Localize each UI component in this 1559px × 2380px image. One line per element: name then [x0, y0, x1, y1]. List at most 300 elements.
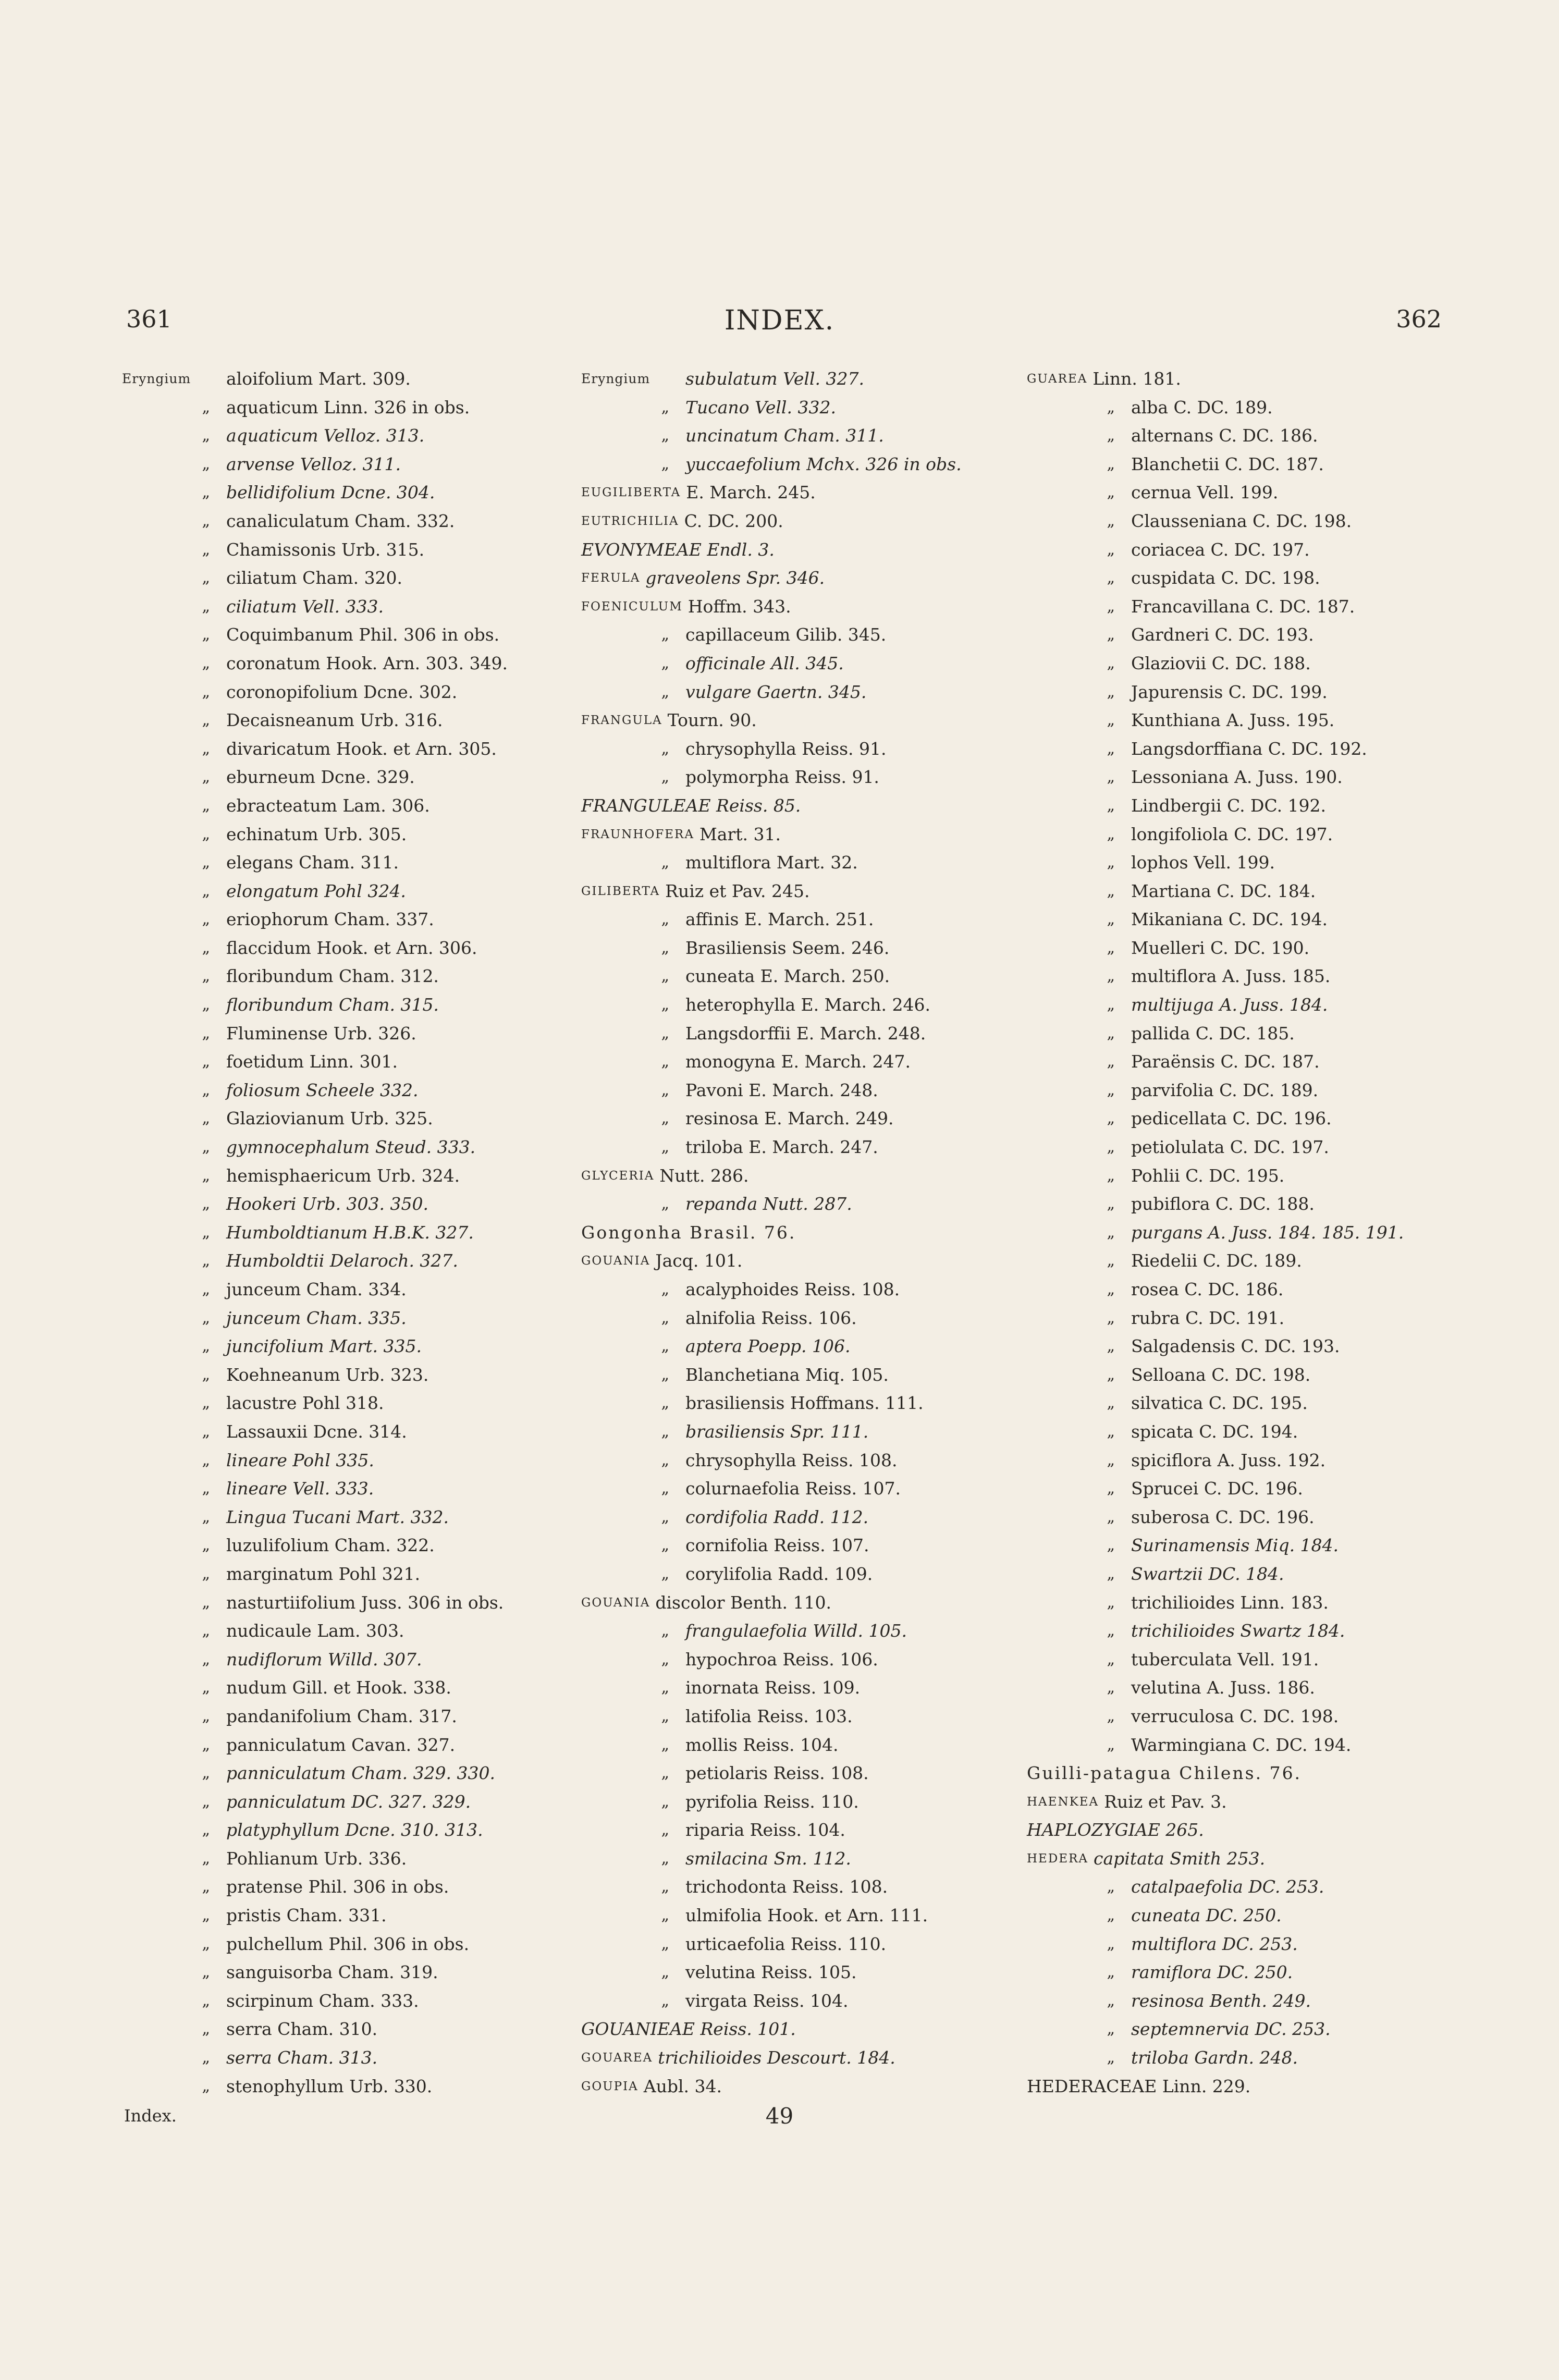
ditto-mark: „ — [202, 426, 211, 445]
entry-text: trichilioides Descourt. 184. — [658, 2047, 895, 2068]
entry-text: rubra C. DC. 191. — [1131, 1307, 1285, 1328]
genus-label: EUTRICHILIA — [581, 514, 679, 528]
entry-text: aloifolium Mart. 309. — [226, 369, 411, 389]
entry-text: pedicellata C. DC. 196. — [1131, 1108, 1332, 1129]
ditto-mark: „ — [202, 1252, 211, 1270]
entry-text: mollis Reiss. 104. — [685, 1734, 839, 1755]
ditto-mark: „ — [1107, 938, 1115, 957]
index-entry — [1027, 2015, 1475, 2044]
index-entry — [1027, 1674, 1475, 1702]
entry-text: elegans Cham. 311. — [226, 852, 399, 873]
index-entry — [581, 1731, 1024, 1760]
index-entry — [1027, 1702, 1475, 1731]
index-entry — [122, 1048, 575, 1076]
entry-text: brasiliensis Hoffmans. 111. — [685, 1393, 924, 1414]
index-entry — [581, 394, 1024, 422]
index-entry — [1027, 365, 1475, 394]
index-entry — [122, 1105, 575, 1133]
index-entry — [1027, 2044, 1475, 2072]
entry-text: alternans C. DC. 186. — [1131, 425, 1318, 446]
entry-text: Tourn. 90. — [667, 710, 757, 731]
ditto-mark: „ — [202, 1934, 211, 1953]
entry-text: serra Cham. 313. — [226, 2047, 378, 2068]
entry-text: lophos Vell. 199. — [1131, 852, 1275, 873]
index-entry — [122, 2015, 575, 2044]
ditto-mark: „ — [1107, 1934, 1115, 1953]
index-entry — [581, 649, 1024, 678]
ditto-mark: „ — [1107, 569, 1115, 587]
entry-text: foliosum Scheele 332. — [226, 1079, 419, 1100]
index-entry — [581, 1759, 1024, 1788]
ditto-mark: „ — [1107, 597, 1115, 616]
index-entry — [1027, 1873, 1475, 1901]
index-entry — [581, 1304, 1024, 1333]
index-entry — [122, 820, 575, 849]
index-entry — [581, 763, 1024, 792]
ditto-mark: „ — [1107, 1337, 1115, 1356]
entry-text: HAPLOZYGIAE 265. — [1027, 1820, 1204, 1841]
index-entry — [122, 649, 575, 678]
entry-text: resinosa Benth. 249. — [1131, 1990, 1311, 2011]
ditto-mark: „ — [1107, 682, 1115, 701]
entry-text: serra Cham. 310. — [226, 2019, 378, 2040]
index-entry — [581, 365, 1024, 394]
entry-text: acalyphoides Reiss. 108. — [685, 1279, 900, 1299]
entry-text: silvatica C. DC. 195. — [1131, 1393, 1308, 1414]
genus-label: FRANGULA — [581, 714, 662, 728]
entry-text: chrysophylla Reiss. 108. — [685, 1450, 898, 1470]
entry-text: rosea C. DC. 186. — [1131, 1279, 1284, 1299]
entry-text: inornata Reiss. 109. — [685, 1677, 861, 1698]
ditto-mark: „ — [661, 1678, 670, 1697]
ditto-mark: „ — [202, 625, 211, 644]
ditto-mark: „ — [202, 569, 211, 587]
ditto-mark: „ — [202, 1280, 211, 1298]
entry-text: foetidum Linn. 301. — [226, 1051, 398, 1072]
ditto-mark: „ — [202, 682, 211, 701]
ditto-mark: „ — [202, 1507, 211, 1526]
ditto-mark: „ — [1107, 1622, 1115, 1640]
entry-text: chrysophylla Reiss. 91. — [685, 738, 887, 759]
entry-text: sanguisorba Cham. 319. — [226, 1962, 438, 1983]
index-entry — [1027, 1503, 1475, 1532]
genus-label: FERULA — [581, 571, 641, 585]
index-entry — [581, 877, 1024, 906]
ditto-mark: „ — [202, 2048, 211, 2067]
index-entry — [1027, 877, 1475, 906]
ditto-mark: „ — [661, 1764, 670, 1783]
index-entry — [1027, 1987, 1475, 2016]
entry-text: cernua Vell. 199. — [1131, 482, 1279, 503]
index-entry — [122, 1816, 575, 1845]
ditto-mark: „ — [661, 1963, 670, 1982]
index-entry — [581, 1190, 1024, 1219]
ditto-mark: „ — [202, 910, 211, 929]
index-entry — [1027, 564, 1475, 593]
ditto-mark: „ — [1107, 768, 1115, 787]
index-entry — [581, 1020, 1024, 1048]
entry-text: Brasiliensis Seem. 246. — [685, 937, 890, 958]
ditto-mark: „ — [1107, 1138, 1115, 1157]
ditto-mark: „ — [1107, 1109, 1115, 1128]
entry-text: Koehneanum Urb. 323. — [226, 1364, 429, 1385]
index-entry — [122, 1731, 575, 1760]
entry-text: graveolens Spr. 346. — [645, 568, 825, 588]
index-entry — [581, 1446, 1024, 1475]
entry-text: floribundum Cham. 315. — [226, 995, 439, 1015]
index-entry — [581, 792, 1024, 820]
index-entry — [581, 849, 1024, 877]
index-entry — [581, 1589, 1024, 1617]
index-entry — [122, 1475, 575, 1503]
index-entry — [1027, 1845, 1475, 1873]
ditto-mark: „ — [202, 711, 211, 730]
index-entry — [581, 1162, 1024, 1191]
entry-text: aquaticum Velloz. 313. — [226, 425, 425, 446]
entry-text: lineare Vell. 333. — [226, 1478, 374, 1499]
entry-text: monogyna E. March. 247. — [685, 1051, 911, 1072]
index-entry — [122, 1987, 575, 2016]
ditto-mark: „ — [661, 1195, 670, 1213]
entry-text: capitata Smith 253. — [1094, 1848, 1266, 1869]
index-entry — [122, 962, 575, 991]
index-entry — [1027, 1332, 1475, 1361]
index-entry — [1027, 849, 1475, 877]
entry-text: polymorpha Reiss. 91. — [685, 767, 879, 788]
ditto-mark: „ — [661, 1280, 670, 1298]
ditto-mark: „ — [661, 1792, 670, 1811]
entry-text: heterophylla E. March. 246. — [685, 995, 931, 1015]
index-entry — [581, 991, 1024, 1020]
index-entry — [1027, 1788, 1475, 1817]
footer-page-number: 49 — [765, 2103, 794, 2129]
genus-label: FOENICULUM — [581, 599, 683, 614]
entry-text: lineare Pohl 335. — [226, 1450, 374, 1470]
index-entry — [581, 593, 1024, 621]
genus-label: GOUANIA — [581, 1596, 650, 1610]
index-entry — [122, 507, 575, 536]
ditto-mark: „ — [202, 1991, 211, 2010]
ditto-mark: „ — [1107, 996, 1115, 1014]
entry-text: FRANGULEAE Reiss. 85. — [581, 795, 801, 816]
ditto-mark: „ — [202, 2020, 211, 2039]
entry-text: corylifolia Radd. 109. — [685, 1563, 873, 1584]
entry-text: pyrifolia Reiss. 110. — [685, 1791, 859, 1812]
index-entry — [1027, 536, 1475, 565]
index-entry — [1027, 621, 1475, 649]
ditto-mark: „ — [202, 1821, 211, 1839]
index-entry — [1027, 1446, 1475, 1475]
genus-label: GOUANIA — [581, 1254, 650, 1268]
entry-text: Linn. 181. — [1092, 369, 1181, 389]
index-entry — [122, 1531, 575, 1560]
entry-text: nudicaule Lam. 303. — [226, 1621, 404, 1641]
index-entry — [122, 1247, 575, 1275]
index-entry — [1027, 507, 1475, 536]
entry-text: Fluminense Urb. 326. — [226, 1023, 416, 1044]
ditto-mark: „ — [202, 1906, 211, 1925]
index-entry — [581, 1958, 1024, 1987]
ditto-mark: „ — [661, 1138, 670, 1157]
entry-text: juncifolium Mart. 335. — [226, 1336, 422, 1357]
index-entry — [1027, 991, 1475, 1020]
index-entry — [122, 1389, 575, 1418]
entry-text: floribundum Cham. 312. — [226, 966, 439, 987]
index-entry — [581, 1560, 1024, 1589]
entry-text: latifolia Reiss. 103. — [685, 1706, 853, 1726]
ditto-mark: „ — [661, 938, 670, 957]
ditto-mark: „ — [202, 1707, 211, 1725]
index-entry — [1027, 1731, 1475, 1760]
ditto-mark: „ — [1107, 654, 1115, 672]
ditto-mark: „ — [202, 511, 211, 530]
index-entry — [1027, 763, 1475, 792]
entry-text: marginatum Pohl 321. — [226, 1563, 421, 1584]
ditto-mark: „ — [202, 796, 211, 815]
entry-text: GOUANIEAE Reiss. 101. — [581, 2019, 796, 2040]
ditto-mark: „ — [661, 739, 670, 758]
ditto-mark: „ — [202, 881, 211, 900]
entry-text: bellidifolium Dcne. 304. — [226, 482, 435, 503]
entry-text: Lassauxii Dcne. 314. — [226, 1421, 407, 1442]
entry-text: Jacq. 101. — [655, 1250, 743, 1271]
ditto-mark: „ — [202, 597, 211, 616]
ditto-mark: „ — [661, 625, 670, 644]
index-entry — [1027, 1247, 1475, 1275]
entry-text: Pavoni E. March. 248. — [685, 1079, 878, 1100]
entry-text: Guilli-patagua Chilens. 76. — [1027, 1763, 1302, 1784]
ditto-mark: „ — [1107, 739, 1115, 758]
index-entry — [122, 1674, 575, 1702]
ditto-mark: „ — [202, 938, 211, 957]
ditto-mark: „ — [202, 398, 211, 416]
entry-text: aptera Poepp. 106. — [685, 1336, 851, 1357]
index-entry — [122, 1418, 575, 1446]
index-entry — [581, 706, 1024, 735]
index-entry — [122, 1361, 575, 1390]
entry-text: cordifolia Radd. 112. — [685, 1506, 869, 1527]
index-entry — [1027, 1475, 1475, 1503]
genus-label: GLYCERIA — [581, 1169, 655, 1183]
entry-text: Glaziovii C. DC. 188. — [1131, 653, 1311, 673]
entry-text: ulmifolia Hook. et Arn. 111. — [685, 1905, 928, 1926]
entry-text: triloba Gardn. 248. — [1131, 2047, 1298, 2068]
ditto-mark: „ — [1107, 511, 1115, 530]
index-entry — [581, 1361, 1024, 1390]
entry-text: C. DC. 200. — [684, 510, 783, 531]
ditto-mark: „ — [661, 426, 670, 445]
entry-text: catalpaefolia DC. 253. — [1131, 1876, 1324, 1897]
index-entry — [122, 422, 575, 450]
index-entry — [581, 1901, 1024, 1930]
entry-text: Warmingiana C. DC. 194. — [1131, 1734, 1352, 1755]
index-entry — [1027, 1531, 1475, 1560]
entry-text: Lingua Tucani Mart. 332. — [226, 1506, 449, 1527]
ditto-mark: „ — [202, 825, 211, 843]
index-entry — [1027, 820, 1475, 849]
entry-text: multiflora A. Juss. 185. — [1131, 966, 1331, 987]
entry-text: coronatum Hook. Arn. 303. 349. — [226, 653, 508, 673]
entry-text: alba C. DC. 189. — [1131, 397, 1273, 418]
entry-text: septemnervia DC. 253. — [1131, 2019, 1331, 2040]
ditto-mark: „ — [202, 1622, 211, 1640]
index-entry — [122, 678, 575, 707]
index-entry — [581, 1674, 1024, 1702]
entry-text: Lessoniana A. Juss. 190. — [1131, 767, 1343, 788]
entry-text: multijuga A. Juss. 184. — [1131, 995, 1328, 1015]
index-entry — [581, 1105, 1024, 1133]
entry-text: Sprucei C. DC. 196. — [1131, 1478, 1303, 1499]
ditto-mark: „ — [202, 483, 211, 502]
genus-label: Eryngium — [122, 371, 191, 386]
entry-text: Gardneri C. DC. 193. — [1131, 624, 1314, 645]
index-entry — [581, 678, 1024, 707]
index-entry — [581, 820, 1024, 849]
index-column-2 — [581, 365, 1024, 2101]
entry-text: multiflora Mart. 32. — [685, 852, 858, 873]
entry-text: gymnocephalum Steud. 333. — [226, 1137, 476, 1158]
ditto-mark: „ — [202, 1308, 211, 1327]
entry-text: triloba E. March. 247. — [685, 1137, 878, 1158]
entry-text: HEDERACEAE Linn. 229. — [1027, 2076, 1251, 2096]
ditto-mark: „ — [661, 996, 670, 1014]
ditto-mark: „ — [1107, 1394, 1115, 1413]
index-entry — [122, 1219, 575, 1247]
ditto-mark: „ — [661, 1052, 670, 1071]
entry-text: coriacea C. DC. 197. — [1131, 539, 1310, 560]
entry-text: subulatum Vell. 327. — [685, 369, 864, 389]
ditto-mark: „ — [661, 1394, 670, 1413]
index-entry — [122, 1759, 575, 1788]
genus-label: Eryngium — [581, 371, 650, 386]
entry-text: divaricatum Hook. et Arn. 305. — [226, 738, 497, 759]
entry-text: spicata C. DC. 194. — [1131, 1421, 1298, 1442]
entry-text: hypochroa Reiss. 106. — [685, 1649, 878, 1670]
index-entry — [1027, 706, 1475, 735]
ditto-mark: „ — [1107, 711, 1115, 730]
index-entry — [122, 1901, 575, 1930]
index-entry — [1027, 1275, 1475, 1304]
entry-text: Blanchetii C. DC. 187. — [1131, 453, 1324, 474]
ditto-mark: „ — [661, 1536, 670, 1555]
entry-text: junceum Cham. 334. — [226, 1279, 407, 1299]
index-entry — [581, 735, 1024, 764]
entry-text: velutina Reiss. 105. — [685, 1962, 857, 1983]
entry-text: cuspidata C. DC. 198. — [1131, 568, 1320, 588]
ditto-mark: „ — [202, 1764, 211, 1783]
entry-text: Japurensis C. DC. 199. — [1131, 681, 1328, 702]
genus-label: GOUAREA — [581, 2051, 653, 2065]
entry-text: resinosa E. March. 249. — [685, 1108, 894, 1129]
ditto-mark: „ — [661, 1707, 670, 1725]
index-entry — [1027, 649, 1475, 678]
index-entry — [581, 962, 1024, 991]
ditto-mark: „ — [202, 1166, 211, 1185]
index-entry — [122, 1788, 575, 1817]
index-entry — [581, 1503, 1024, 1532]
ditto-mark: „ — [202, 654, 211, 672]
entry-text: uncinatum Cham. 311. — [685, 425, 884, 446]
entry-text: discolor Benth. 110. — [655, 1592, 831, 1613]
ditto-mark: „ — [661, 1422, 670, 1441]
index-entry — [581, 1531, 1024, 1560]
index-entry — [122, 763, 575, 792]
index-entry — [581, 1702, 1024, 1731]
entry-text: Selloana C. DC. 198. — [1131, 1364, 1311, 1385]
index-entry — [581, 422, 1024, 450]
index-entry — [1027, 1105, 1475, 1133]
index-entry — [581, 1816, 1024, 1845]
entry-text: stenophyllum Urb. 330. — [226, 2076, 433, 2096]
entry-text: ramiflora DC. 250. — [1131, 1962, 1293, 1983]
ditto-mark: „ — [661, 455, 670, 473]
genus-label: GOUPIA — [581, 2079, 639, 2093]
ditto-mark: „ — [661, 1365, 670, 1384]
index-entry — [1027, 934, 1475, 963]
entry-text: urticaefolia Reiss. 110. — [685, 1933, 887, 1954]
entry-text: riparia Reiss. 104. — [685, 1820, 845, 1841]
index-entry — [581, 1133, 1024, 1162]
index-entry — [1027, 1418, 1475, 1446]
entry-text: longifoliola C. DC. 197. — [1131, 824, 1333, 844]
entry-text: Langsdorffiana C. DC. 192. — [1131, 738, 1367, 759]
index-entry — [122, 450, 575, 479]
index-entry — [122, 792, 575, 820]
ditto-mark: „ — [1107, 881, 1115, 900]
index-entry — [122, 1873, 575, 1901]
entry-text: pratense Phil. 306 in obs. — [226, 1876, 449, 1897]
ditto-mark: „ — [202, 1536, 211, 1555]
index-entry — [581, 507, 1024, 536]
index-entry — [122, 1930, 575, 1959]
ditto-mark: „ — [202, 853, 211, 872]
ditto-mark: „ — [1107, 1963, 1115, 1982]
entry-text: Riedelii C. DC. 189. — [1131, 1250, 1302, 1271]
index-entry — [581, 1873, 1024, 1901]
left-page-number: 361 — [126, 305, 172, 333]
entry-text: canaliculatum Cham. 332. — [226, 510, 455, 531]
index-entry — [1027, 678, 1475, 707]
right-page-number: 362 — [1396, 305, 1442, 333]
entry-text: Swartzii DC. 184. — [1131, 1563, 1284, 1584]
entry-text: Hookeri Urb. 303. 350. — [226, 1194, 428, 1214]
index-entry — [581, 1048, 1024, 1076]
entry-text: ebracteatum Lam. 306. — [226, 795, 430, 816]
index-entry — [581, 1247, 1024, 1275]
index-entry — [581, 905, 1024, 934]
entry-text: Francavillana C. DC. 187. — [1131, 596, 1355, 617]
index-entry — [581, 2044, 1024, 2072]
entry-text: ciliatum Vell. 333. — [226, 596, 384, 617]
ditto-mark: „ — [1107, 426, 1115, 445]
page-header — [0, 305, 1559, 347]
index-entry — [581, 450, 1024, 479]
entry-text: panniculatum DC. 327. 329. — [226, 1791, 471, 1812]
ditto-mark: „ — [202, 1052, 211, 1071]
index-entry — [1027, 1958, 1475, 1987]
ditto-mark: „ — [661, 1878, 670, 1896]
ditto-mark: „ — [202, 455, 211, 473]
entry-text: elongatum Pohl 324. — [226, 880, 406, 901]
entry-text: trichilioides Swartz 184. — [1131, 1621, 1345, 1641]
ditto-mark: „ — [1107, 625, 1115, 644]
index-entry — [581, 1418, 1024, 1446]
ditto-mark: „ — [202, 1593, 211, 1612]
entry-text: pubiflora C. DC. 188. — [1131, 1194, 1315, 1214]
entry-text: panniculatum Cham. 329. 330. — [226, 1763, 496, 1784]
index-entry — [122, 1617, 575, 1646]
ditto-mark: „ — [661, 1735, 670, 1754]
